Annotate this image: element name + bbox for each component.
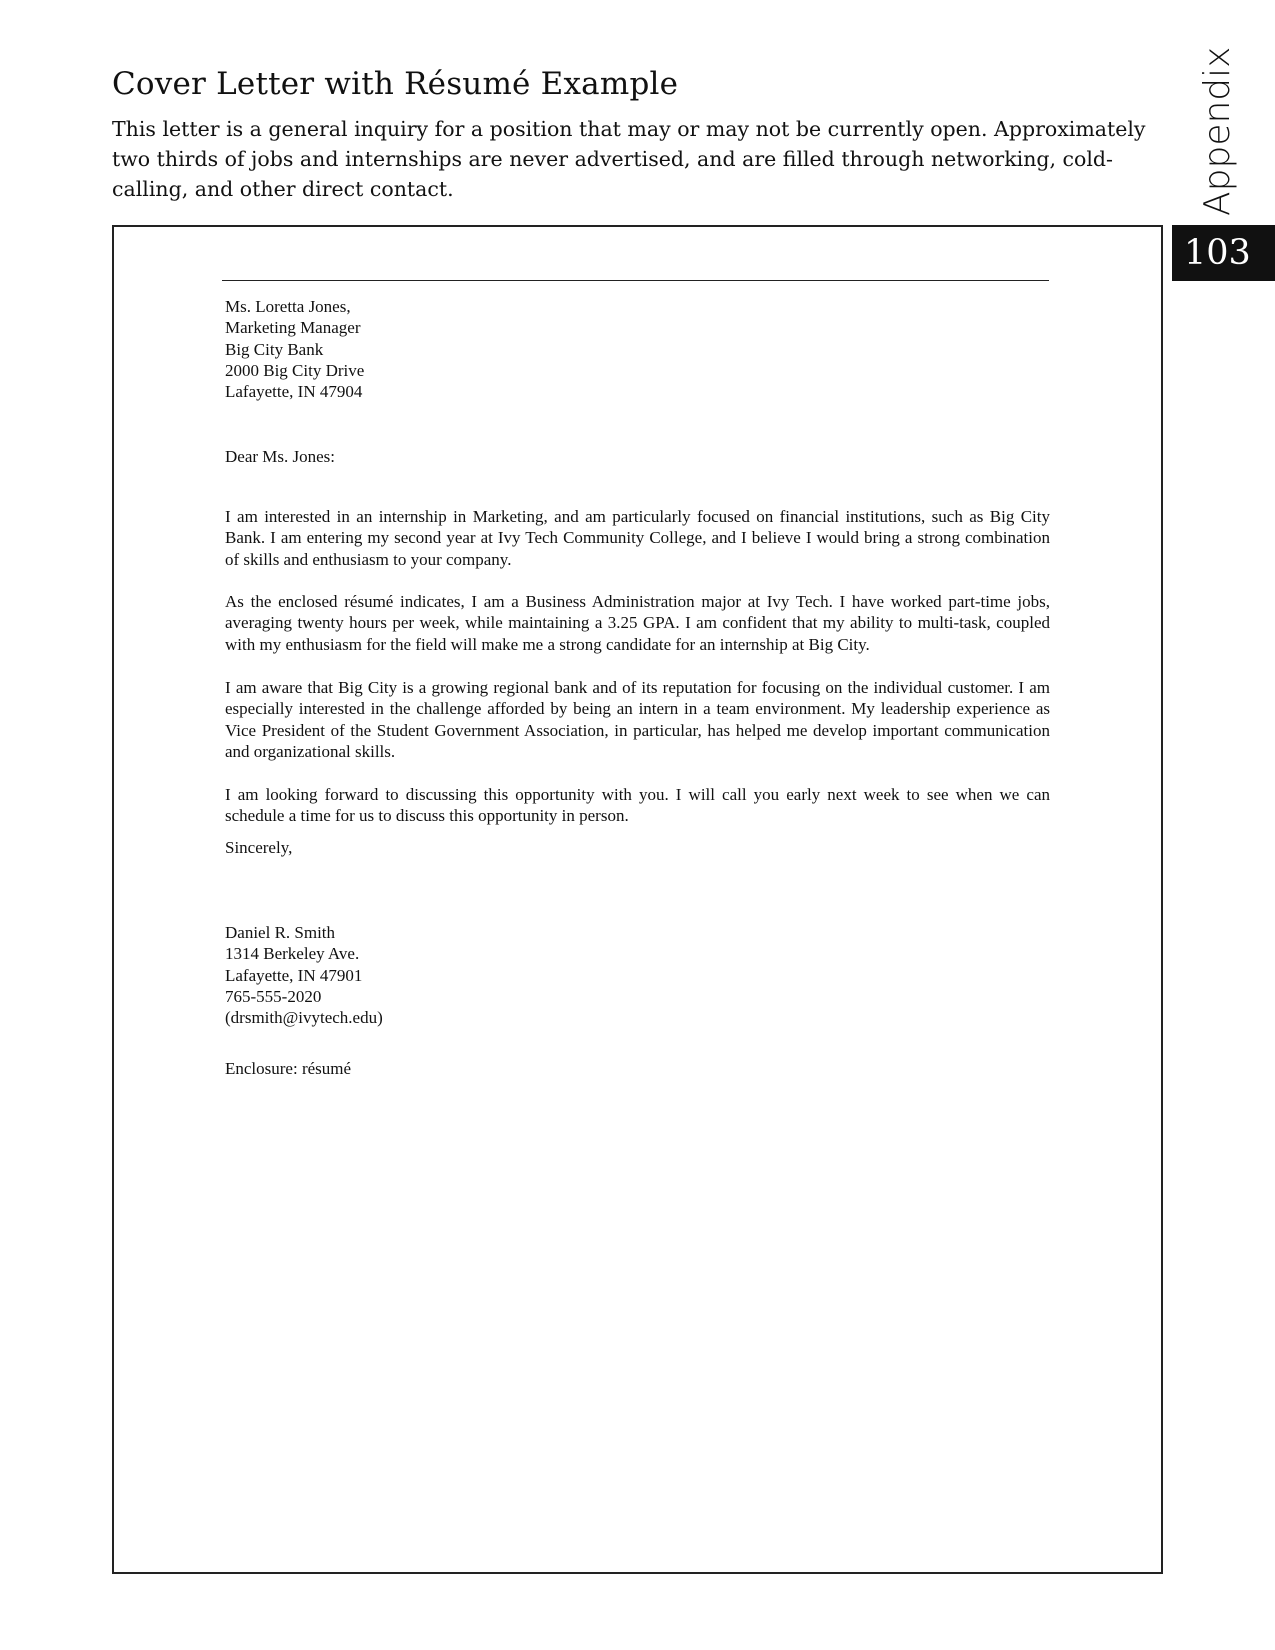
page-title: Cover Letter with Résumé Example (112, 66, 679, 102)
enclosure-note: Enclosure: résumé (225, 1059, 352, 1078)
letterhead-rule (222, 280, 1049, 281)
sender-street: 1314 Berkeley Ave. (225, 944, 360, 964)
sender-email: (drsmith@ivytech.edu) (225, 1008, 383, 1028)
sender-phone: 765-555-2020 (225, 986, 322, 1006)
recipient-name: Ms. Loretta Jones, (225, 297, 351, 316)
recipient-company: Big City Bank (225, 339, 324, 359)
letter-frame (112, 225, 1163, 1574)
page-number: 103 (1172, 225, 1275, 281)
recipient-city: Lafayette, IN 47904 (225, 382, 363, 402)
appendix-label: Appendix (1197, 46, 1238, 216)
salutation: Dear Ms. Jones: (225, 447, 336, 466)
intro-text: This letter is a general inquiry for a position that may or may not be currently open. Approximately two thirds of jobs and internships are never advertised, and are filled through networking, cold-calling, and other direct contact. (112, 117, 1146, 201)
recipient-address (225, 296, 1050, 402)
body-paragraph: I am interested in an internship in Marketing, and am particularly focused on financial institutions, such as Big City Bank. I am entering my second year at Ivy Tech Community College, and I believe I would bring a strong combination of skills and enthusiasm to your company. (225, 507, 1050, 569)
appendix-tab (1172, 46, 1275, 216)
closing: Sincerely, (225, 838, 293, 857)
sender-city: Lafayette, IN 47901 (225, 965, 363, 985)
body-paragraph: As the enclosed résumé indicates, I am a Business Administration major at Ivy Tech. I have worked part-time jobs, averaging twenty hours per week, while maintaining a 3.25 GPA. I am confident that my ability to multi-task, coupled with my enthusiasm for the field will make me a strong candidate for an internship at Big City. (225, 592, 1050, 654)
body-paragraph: I am aware that Big City is a growing regional bank and of its reputation for focusing on the individual customer. I am especially interested in the challenge afforded by being an intern in a team environment. My leadership experience as Vice President of the Student Government Association, in particular, has helped me develop important communication and organizational skills. (225, 678, 1050, 761)
recipient-street: 2000 Big City Drive (225, 360, 365, 380)
sender-name: Daniel R. Smith (225, 923, 336, 942)
sender-block (225, 922, 1050, 1028)
recipient-title: Marketing Manager (225, 318, 361, 338)
body-paragraph: I am looking forward to discussing this opportunity with you. I will call you early next week to see when we can schedule a time for us to discuss this opportunity in person. (225, 785, 1050, 826)
